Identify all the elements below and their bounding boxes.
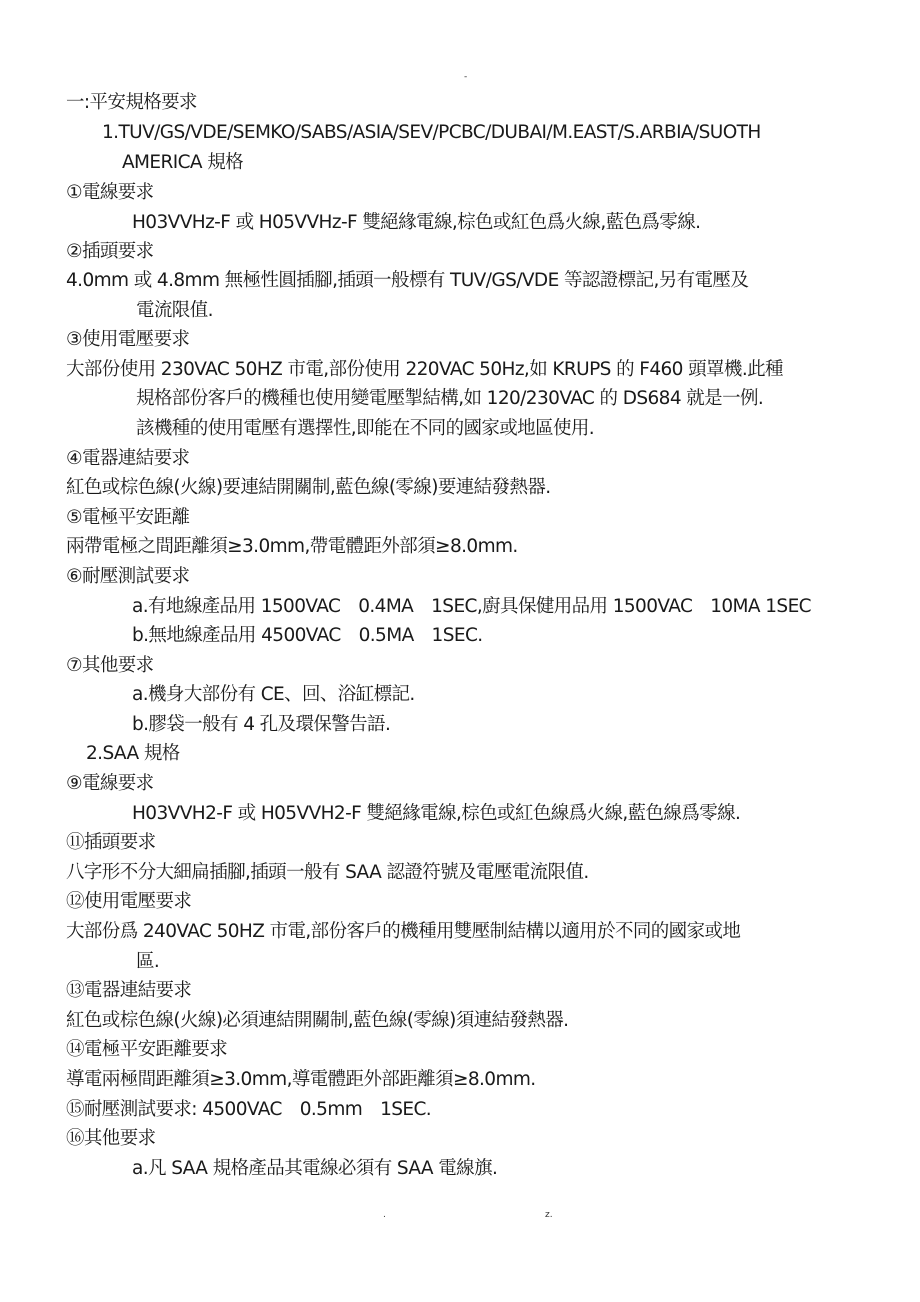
item-heading: ⑮耐壓測試要求: 4500VAC 0.5mm 1SEC. [66, 1099, 432, 1120]
item-text-cont: 規格部份客戶的機種也使用變電壓掣結構,如 120/230VAC 的 DS684 就是一例. [136, 388, 764, 409]
item-text: 大部份爲 240VAC 50HZ 市電,部份客戶的機種用雙壓制結構以適用於不同的國家或地 [66, 921, 741, 942]
item-heading: ⑭電極平安距離要求 [66, 1039, 228, 1060]
item-text: 紅色或棕色線(火線)要連結開關制,藍色線(零線)要連結發熱器. [66, 477, 551, 498]
item-heading: ⑯其他要求 [66, 1128, 156, 1149]
item-heading: ③使用電壓要求 [66, 329, 190, 350]
item-text: a.有地線產品用 1500VAC 0.4MA 1SEC,廚具保健用品用 1500VAC 10MA 1SEC [132, 596, 811, 617]
item-text: H03VVHz-F 或 H05VVHz-F 雙絕緣電線,棕色或紅色爲火線,藍色爲零線. [132, 212, 701, 233]
item-heading: ⑫使用電壓要求 [66, 891, 192, 912]
item-text: H03VVH2-F 或 H05VVH2-F 雙絕緣電線,棕色或紅色線爲火線,藍色線爲零線. [132, 803, 741, 824]
item-text-cont: 該機種的使用電壓有選擇性,即能在不同的國家或地區使用. [136, 418, 595, 439]
item-heading: ⑤電極平安距離 [66, 507, 190, 528]
item-text: 4.0mm 或 4.8mm 無極性圓插腳,插頭一般標有 TUV/GS/VDE 等認證標記,另有電壓及 [66, 270, 749, 291]
section-heading: 一:平安規格要求 [66, 92, 197, 113]
subsection-heading-cont: AMERICA 規格 [122, 152, 244, 173]
footer-mark-right: z. [545, 1210, 553, 1220]
item-heading: ④電器連結要求 [66, 448, 190, 469]
item-text-cont: 區. [136, 951, 160, 972]
item-heading: ⑨電線要求 [66, 773, 154, 794]
item-text: b.無地線產品用 4500VAC 0.5MA 1SEC. [132, 625, 483, 646]
footer-mark-left: . [383, 1210, 386, 1220]
item-heading: ⑬電器連結要求 [66, 980, 192, 1001]
item-text-cont: 電流限值. [136, 300, 213, 321]
item-text: a.機身大部份有 CE、回、浴缸標記. [132, 684, 415, 705]
item-heading: ⑥耐壓測試要求 [66, 566, 190, 587]
item-heading: ⑪插頭要求 [66, 832, 156, 853]
item-text: a.凡 SAA 規格產品其電線必須有 SAA 電線旗. [132, 1158, 498, 1179]
subsection-heading: 2.SAA 規格 [86, 743, 180, 764]
item-heading: ⑦其他要求 [66, 655, 154, 676]
item-heading: ①電線要求 [66, 182, 154, 203]
subsection-heading: 1.TUV/GS/VDE/SEMKO/SABS/ASIA/SEV/PCBC/DUBAI/M.EAST/S.ARBIA/SUOTH [102, 122, 761, 143]
header-mark: - [464, 72, 468, 82]
item-heading: ②插頭要求 [66, 241, 154, 262]
item-text: 紅色或棕色線(火線)必須連結開關制,藍色線(零線)須連結發熱器. [66, 1010, 569, 1031]
item-text: b.膠袋一般有 4 孔及環保警告語. [132, 714, 391, 735]
item-text: 大部份使用 230VAC 50HZ 市電,部份使用 220VAC 50Hz,如 KRUPS 的 F460 頭罩機.此種 [66, 359, 783, 380]
item-text: 兩帶電極之間距離須≥3.0mm,帶電體距外部須≥8.0mm. [66, 536, 518, 557]
item-text: 導電兩極間距離須≥3.0mm,導電體距外部距離須≥8.0mm. [66, 1069, 536, 1090]
item-text: 八字形不分大細扁插腳,插頭一般有 SAA 認證符號及電壓電流限值. [66, 862, 589, 883]
